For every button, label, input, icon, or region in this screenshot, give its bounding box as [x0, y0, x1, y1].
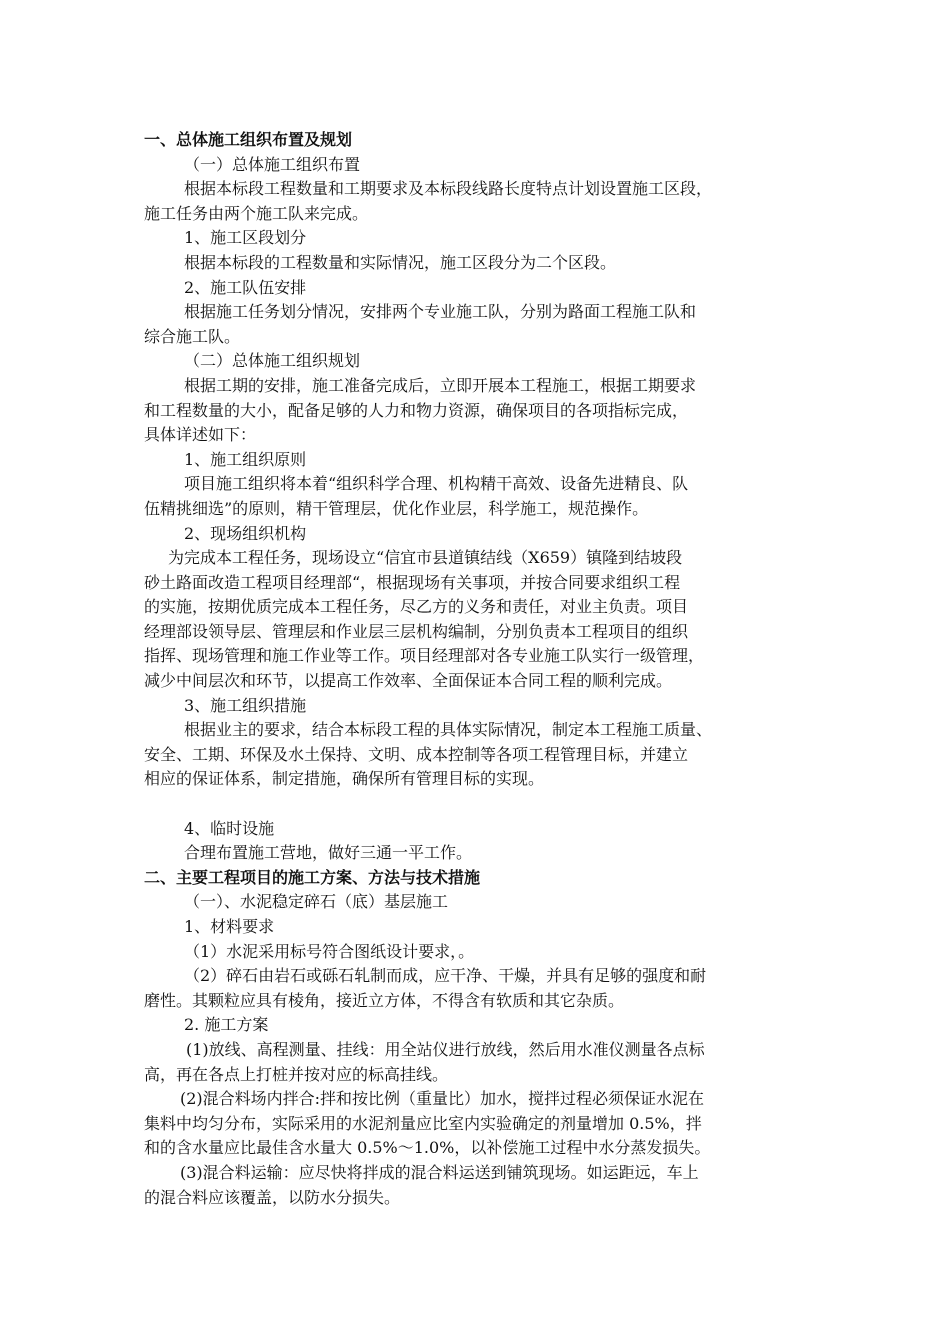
paragraph-line: 砂土路面改造工程项目经理部“，根据现场有关事项，并按合同要求组织工程	[144, 572, 681, 592]
subsection-heading: （一）总体施工组织布置	[184, 154, 361, 174]
paragraph-line: 的混合料应该覆盖，以防水分损失。	[144, 1187, 401, 1207]
paragraph-line: 安全、工期、环保及水土保持、文明、成本控制等各项工程管理目标，并建立	[144, 744, 689, 764]
paragraph-line: （2）碎石由岩石或砾石轧制而成，应干净、干燥，并具有足够的强度和耐	[184, 966, 707, 986]
paragraph-line: (3)混合料运输：应尽快将拌成的混合料运送到铺筑现场。如运距远，车上	[180, 1162, 699, 1182]
item-heading: 2. 施工方案	[184, 1015, 269, 1035]
paragraph-line: 集料中均匀分布，实际采用的水泥剂量应比室内实验确定的剂量增加 0.5%，拌	[144, 1113, 702, 1133]
section-heading-2: 二、主要工程项目的施工方案、方法与技术措施	[144, 867, 481, 887]
blank-line	[144, 792, 824, 817]
paragraph-line: 的实施，按期优质完成本工程任务，尽乙方的义务和责任，对业主负责。项目	[144, 597, 689, 617]
paragraph-line: 施工任务由两个施工队来完成。	[144, 203, 369, 223]
paragraph-line: 为完成本工程任务，现场设立“信宜市县道镇结线（X659）镇隆到结坡段	[168, 548, 683, 568]
paragraph-line: (2)混合料场内拌合:拌和按比例（重量比）加水，搅拌过程必须保证水泥在	[180, 1089, 705, 1109]
item-heading: 1、施工组织原则	[184, 449, 307, 469]
paragraph-line: (1)放线、高程测量、挂线：用全站仪进行放线，然后用水准仪测量各点标	[186, 1039, 705, 1059]
paragraph-line: 相应的保证体系，制定措施，确保所有管理目标的实现。	[144, 769, 545, 789]
paragraph-line: 和工程数量的大小，配备足够的人力和物力资源，确保项目的各项指标完成，	[144, 400, 689, 420]
item-heading: 3、施工组织措施	[184, 695, 307, 715]
paragraph-line: 项目施工组织将本着“组织科学合理、机构精干高效、设备先进精良、队	[184, 474, 689, 494]
paragraph-line: 根据本标段工程数量和工期要求及本标段线路长度特点计划设置施工区段，	[184, 179, 713, 199]
paragraph-line: 伍精挑细选”的原则，精干管理层，优化作业层，科学施工，规范操作。	[144, 498, 649, 518]
paragraph-line: 减少中间层次和环节，以提高工作效率、全面保证本合同工程的顺利完成。	[144, 671, 673, 691]
paragraph-line: 根据工期的安排，施工准备完成后，立即开展本工程施工，根据工期要求	[184, 375, 697, 395]
subsection-heading: （一）、水泥稳定碎石（底）基层施工	[184, 892, 449, 912]
paragraph-line: 根据本标段的工程数量和实际情况，施工区段分为二个区段。	[184, 252, 617, 272]
paragraph-line: 和的含水量应比最佳含水量大 0.5%～1.0%，以补偿施工过程中水分蒸发损失。	[144, 1138, 711, 1158]
subsection-heading: （二）总体施工组织规划	[184, 351, 361, 371]
paragraph-line: 综合施工队。	[144, 326, 241, 346]
paragraph-line: 高，再在各点上打桩并按对应的标高挂线。	[144, 1064, 449, 1084]
document-body	[144, 128, 824, 1210]
item-heading: 4、临时设施	[184, 818, 275, 838]
paragraph-line: 根据业主的要求，结合本标段工程的具体实际情况，制定本工程施工质量、	[184, 720, 713, 740]
paragraph-line: 根据施工任务划分情况，安排两个专业施工队，分别为路面工程施工队和	[184, 302, 697, 322]
paragraph-line: （1）水泥采用标号符合图纸设计要求，。	[184, 941, 475, 961]
item-heading: 2、现场组织机构	[184, 523, 307, 543]
paragraph-line: 指挥、现场管理和施工作业等工作。项目经理部对各专业施工队实行一级管理，	[144, 646, 705, 666]
item-heading: 1、材料要求	[184, 917, 275, 936]
paragraph-line: 磨性。其颗粒应具有棱角，接近立方体，不得含有软质和其它杂质。	[144, 990, 625, 1010]
paragraph-line: 经理部设领导层、管理层和作业层三层机构编制，分别负责本工程项目的组织	[144, 621, 689, 641]
item-heading: 1、施工区段划分	[184, 228, 307, 248]
item-heading: 2、施工队伍安排	[184, 277, 307, 297]
paragraph-line: 合理布置施工营地，做好三通一平工作。	[184, 843, 473, 863]
section-heading-1: 一、总体施工组织布置及规划	[144, 130, 353, 149]
paragraph-line: 具体详述如下：	[144, 425, 257, 445]
